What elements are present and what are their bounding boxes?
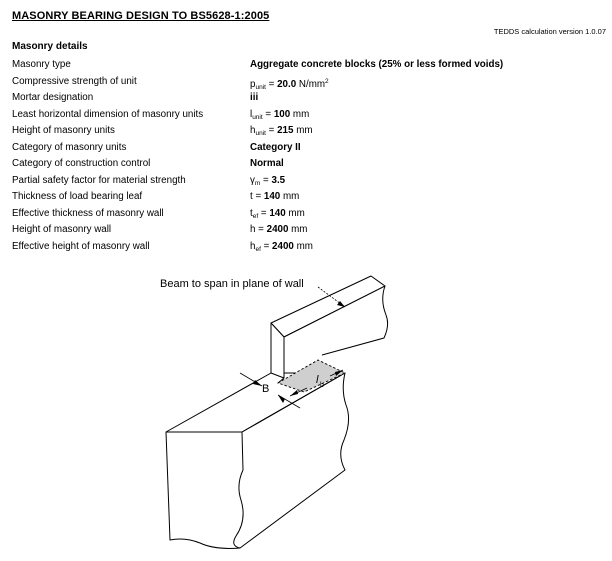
symbol: t: [250, 207, 253, 219]
row-value: Category II: [250, 141, 301, 153]
row-label: Effective height of masonry wall: [12, 240, 150, 252]
equals: =: [252, 191, 264, 202]
row-value: iii: [250, 92, 259, 103]
row-value: Aggregate concrete blocks (25% or less formed voids): [250, 59, 504, 70]
symbol: t: [250, 191, 253, 202]
beam-outline: [271, 276, 388, 378]
row-label: Masonry type: [12, 59, 71, 70]
symbol: h: [250, 125, 256, 136]
equals: =: [262, 108, 274, 120]
number: 3.5: [271, 174, 286, 186]
unit: N/mm: [296, 78, 326, 90]
number: 2400: [266, 224, 289, 235]
b-label: B: [262, 383, 270, 395]
callout-label: Beam to span in plane of wall: [160, 278, 304, 290]
equals: =: [265, 125, 278, 136]
unit: mm: [288, 224, 308, 235]
row-label: Least horizontal dimension of masonry units: [12, 108, 204, 120]
row-label: Mortar designation: [12, 92, 94, 103]
equals: =: [258, 207, 270, 219]
unit: mm: [293, 240, 313, 252]
symbol: l: [250, 108, 253, 120]
number: 100: [273, 108, 291, 120]
equals: =: [260, 174, 272, 186]
symbol-subscript: ef: [255, 245, 261, 253]
unit: mm: [285, 207, 305, 219]
version-note: TEDDS calculation version 1.0.07: [493, 27, 606, 36]
symbol-subscript: ef: [252, 212, 259, 220]
unit: mm: [290, 108, 310, 120]
number: 140: [269, 207, 286, 219]
number: 140: [263, 191, 281, 202]
row-value: Normal: [250, 158, 284, 169]
number: 215: [277, 125, 294, 136]
row-label: Height of masonry units: [12, 125, 115, 136]
symbol: h: [250, 240, 256, 252]
symbol-subscript: unit: [255, 130, 266, 137]
unit: mm: [293, 125, 313, 136]
document-title: MASONRY BEARING DESIGN TO BS5628-1:2005: [12, 10, 270, 22]
row-label: Compressive strength of unit: [12, 75, 137, 87]
wall-outline: [166, 373, 349, 548]
row-label: Thickness of load bearing leaf: [12, 191, 143, 202]
wall-front-face: [166, 432, 243, 548]
section-heading: Masonry details: [12, 41, 88, 52]
symbol: γ: [250, 174, 255, 186]
row-label: Partial safety factor for material strength: [12, 174, 186, 186]
row-label: Height of masonry wall: [12, 224, 112, 235]
row-label: Category of construction control: [12, 158, 151, 169]
symbol: p: [250, 78, 256, 90]
row-label: Category of masonry units: [12, 141, 127, 153]
symbol-subscript: unit: [252, 113, 263, 121]
number: 2400: [272, 240, 294, 252]
symbol: h: [250, 224, 256, 235]
number: 20.0: [277, 78, 297, 90]
equals: =: [265, 78, 278, 90]
symbol-subscript: unit: [255, 83, 266, 91]
symbol-subscript: m: [254, 179, 261, 187]
lb-label-subscript: b: [320, 382, 324, 389]
unit: mm: [280, 191, 300, 202]
equals: =: [255, 224, 267, 235]
unit-superscript: 2: [325, 77, 329, 85]
row-label: Effective thickness of masonry wall: [12, 207, 164, 219]
equals: =: [260, 240, 273, 252]
lb-label: l: [316, 374, 319, 386]
